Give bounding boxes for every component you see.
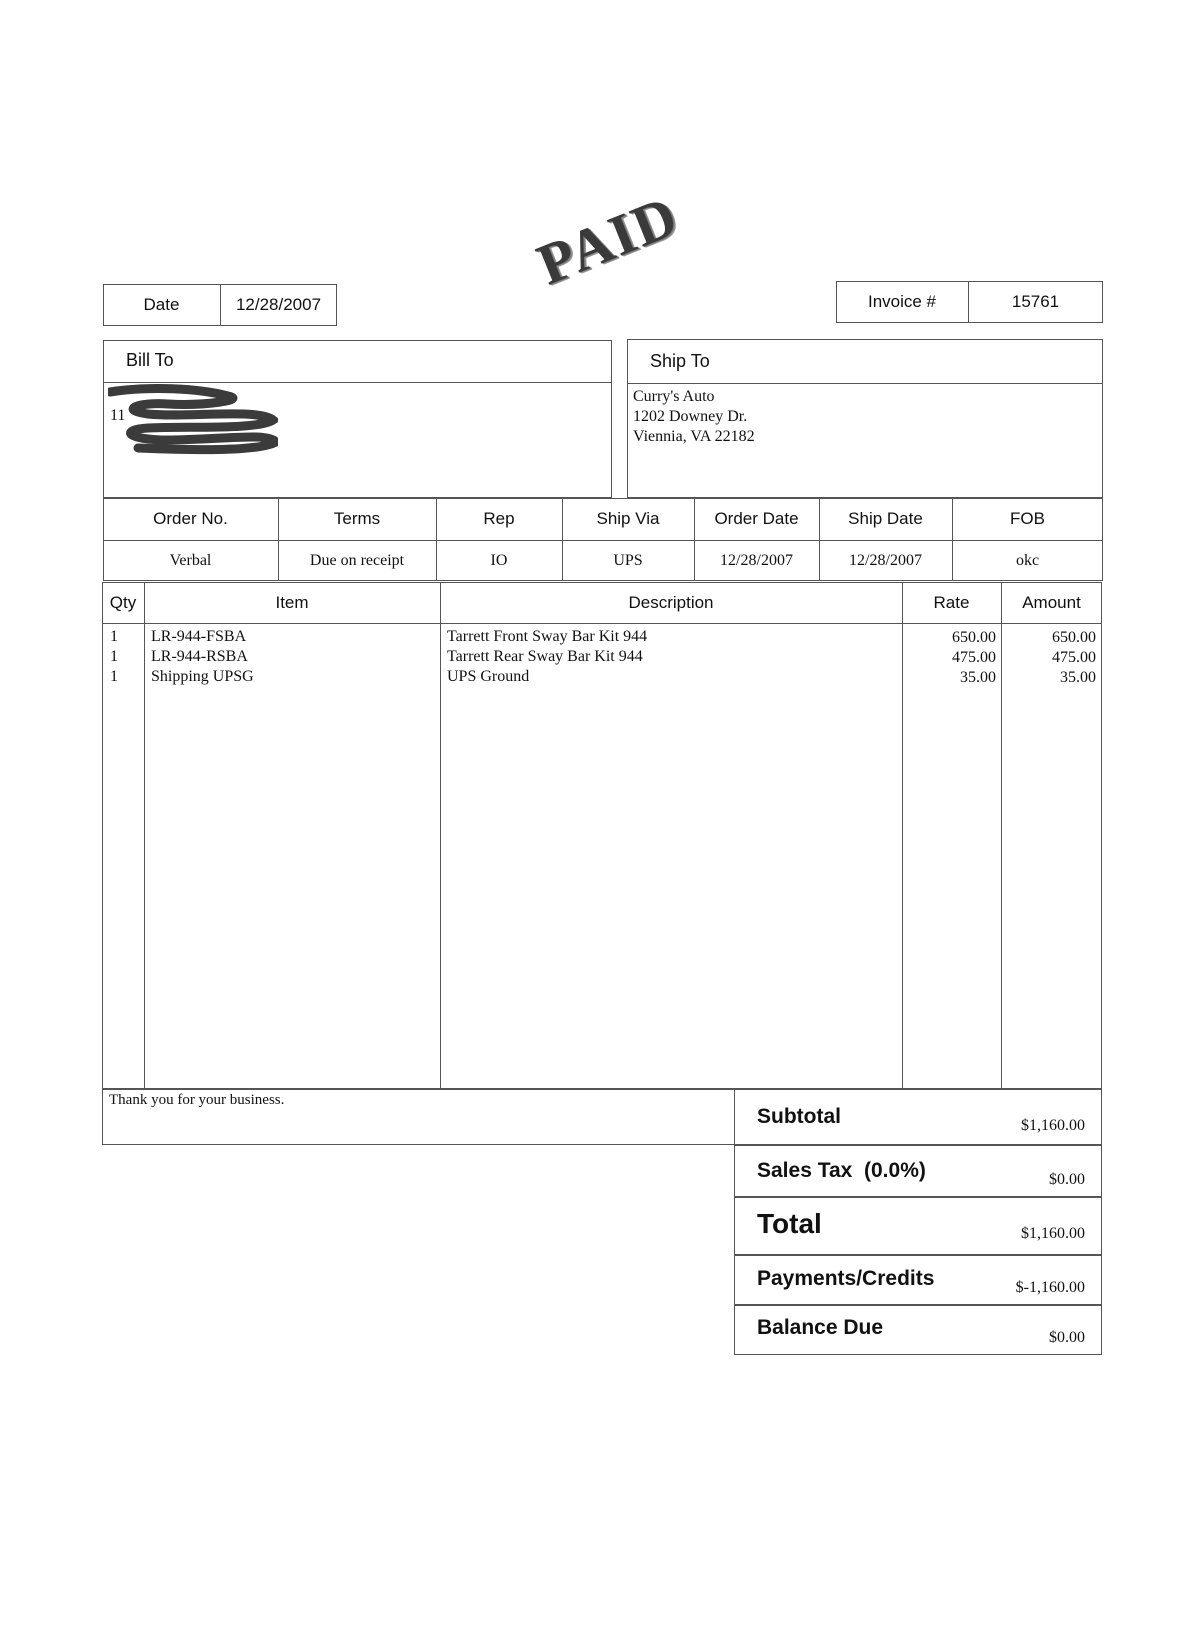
date-value: 12/28/2007 [235,295,322,314]
total-label: Total [757,1208,822,1239]
bill-to-line: 11 [110,407,126,424]
description-cell: UPS Ground [447,668,530,685]
ship-to-line: 1202 Downey Dr. [633,408,748,425]
item-cell: LR-944-RSBA [151,648,248,665]
paid-stamp: PAID [528,182,688,298]
qty-header: Qty [109,592,137,612]
ship-date-header: Ship Date [848,509,923,528]
description-header: Description [628,592,714,612]
order-date-value: 12/28/2007 [720,551,793,569]
fob-value: okc [1015,551,1040,569]
sales-tax-value: $0.00 [1049,1171,1085,1188]
rate-cell: 475.00 [952,649,996,666]
ship-to-address [633,387,755,447]
item-cell: LR-944-FSBA [151,628,247,645]
fob-header: FOB [1010,509,1045,528]
date-label: Date [143,295,180,314]
payments-label: Payments/Credits [757,1267,935,1290]
subtotal-label: Subtotal [757,1105,841,1128]
rep-header: Rep [483,509,515,528]
rep-value: IO [490,551,508,569]
bill-to-label: Bill To [126,350,174,370]
ship-via-value: UPS [613,551,643,569]
amount-cell: 650.00 [1052,629,1096,646]
terms-value: Due on receipt [309,551,405,569]
qty-cell: 1 [110,648,118,665]
item-cell: Shipping UPSG [151,668,254,685]
amount-header: Amount [1022,592,1081,612]
ship-via-header: Ship Via [596,509,660,528]
order-no-value: Verbal [169,551,212,569]
sales-tax-label: Sales Tax (0.0%) [757,1159,926,1182]
ship-to-line: Curry's Auto [633,388,715,405]
item-header: Item [275,592,309,612]
rate-header: Rate [933,592,970,612]
invoice-label: Invoice # [867,292,937,311]
total-value: $1,160.00 [1021,1225,1085,1242]
payments-value: $-1,160.00 [1015,1279,1085,1296]
thank-you-note: Thank you for your business. [109,1092,285,1108]
balance-due-value: $0.00 [1049,1329,1085,1346]
qty-cell: 1 [110,668,118,685]
balance-due-label: Balance Due [757,1316,884,1339]
ship-to-label: Ship To [650,351,710,371]
ship-date-value: 12/28/2007 [849,551,922,569]
qty-cell: 1 [110,628,118,645]
rate-cell: 650.00 [952,629,996,646]
description-cell: Tarrett Rear Sway Bar Kit 944 [447,648,643,665]
order-date-header: Order Date [714,509,799,528]
invoice-number: 15761 [1011,292,1060,311]
order-no-header: Order No. [153,509,228,528]
redaction-scribble [108,384,278,456]
subtotal-value: $1,160.00 [1021,1117,1085,1134]
description-cell: Tarrett Front Sway Bar Kit 944 [447,628,648,645]
amount-cell: 35.00 [1060,669,1096,686]
ship-to-line: Viennia, VA 22182 [633,428,755,445]
rate-cell: 35.00 [960,669,996,686]
terms-header: Terms [333,509,381,528]
amount-cell: 475.00 [1052,649,1096,666]
